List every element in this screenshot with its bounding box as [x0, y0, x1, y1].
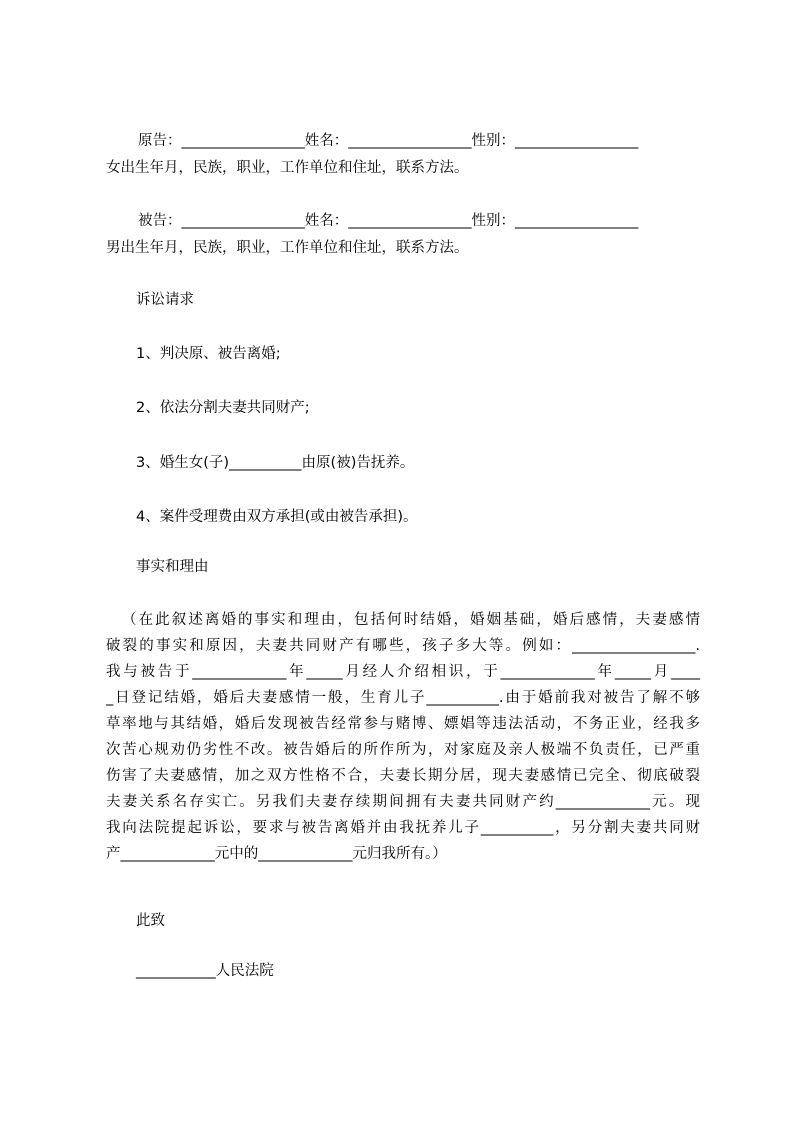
facts-line: 我向法院提起诉讼，要求与被告离婚并由我抚养儿子__________，另分割夫妻共同财: [106, 820, 700, 836]
defendant-details: 男出生年月，民族，职业，工作单位和住址，联系方法。: [106, 240, 469, 256]
claims-heading: 诉讼请求: [136, 292, 194, 308]
facts-line: 破裂的事实和原因，夫妻共同财产有哪些，孩子多大等。例如：_________________.: [106, 638, 700, 654]
claim-item: 1、判决原、被告离婚;: [136, 346, 281, 362]
facts-line: _日登记结婚，婚后夫妻感情一般，生育儿子__________.由于婚前我对被告了解不够: [106, 690, 700, 706]
facts-heading: 事实和理由: [136, 559, 209, 575]
defendant-line: 被告：_________________姓名：_________________性别：_________________: [138, 213, 639, 229]
facts-line: 次苦心规劝仍劣性不改。被告婚后的所作所为，对家庭及亲人极端不负责任，已严重: [106, 742, 700, 758]
salutation: 此致: [136, 913, 165, 929]
facts-line: 夫妻关系名存实亡。另我们夫妻存续期间拥有夫妻共同财产约_____________元。现: [106, 794, 700, 810]
claim-item: 3、婚生女(子)__________由原(被)告抚养。: [136, 455, 415, 471]
claim-item: 2、依法分割夫妻共同财产;: [136, 400, 310, 416]
plaintiff-details: 女出生年月，民族，职业，工作单位和住址，联系方法。: [106, 160, 469, 176]
facts-line: （在此叙述离婚的事实和理由，包括何时结婚，婚姻基础，婚后感情，夫妻感情: [122, 612, 700, 628]
claim-item: 4、案件受理费由双方承担(或由被告承担)。: [136, 509, 418, 525]
facts-line: 我与被告于_____________年_____月经人介绍相识，于_____________年_____月____: [106, 664, 700, 680]
plaintiff-line: 原告：_________________姓名：_________________性别：_________________: [138, 133, 639, 149]
facts-line: 草率地与其结婚，婚后发现被告经常参与赌博、嫖娼等违法活动，不务正业，经我多: [106, 716, 700, 732]
facts-line: 产_____________元中的_____________元归我所有。）: [106, 846, 447, 862]
court-line: ___________人民法院: [136, 963, 274, 979]
facts-line: 伤害了夫妻感情，加之双方性格不合，夫妻长期分居，现夫妻感情已完全、彻底破裂: [106, 768, 700, 784]
